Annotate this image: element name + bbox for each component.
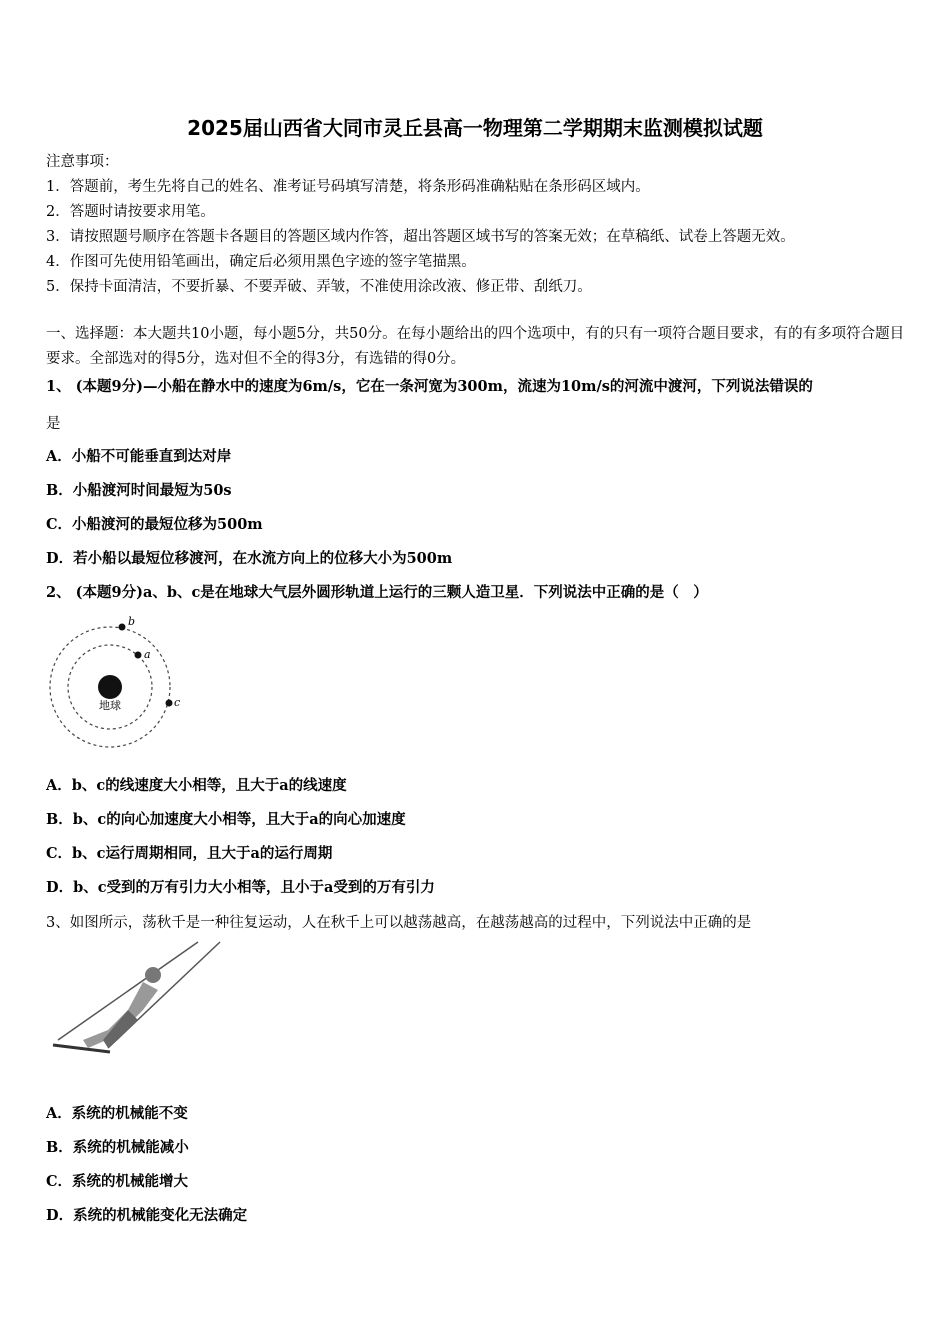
satellite-c-label: c: [174, 696, 181, 709]
q1-stem: 1、 (本题9分)—小船在静水中的速度为6m/s，它在一条河宽为300m，流速为10m/s的河流中渡河，下列说法错误的: [46, 378, 813, 395]
q3-option-c: C．系统的机械能增大: [46, 1173, 189, 1190]
satellite-a-icon: [135, 652, 142, 659]
q2-option-a: A．b、c的线速度大小相等，且大于a的线速度: [46, 777, 347, 794]
note-item: 5．保持卡面清洁，不要折暴、不要弄破、弄皱，不准使用涂改液、修正带、刮纸刀。: [46, 279, 592, 295]
note-item: 2．答题时请按要求用笔。: [46, 204, 215, 220]
q2-option-c: C．b、c运行周期相同，且大于a的运行周期: [46, 845, 333, 862]
q2-stem: 2、 (本题9分)a、b、c是在地球大气层外圆形轨道上运行的三颗人造卫星．下列说法中正确的是（ ）: [46, 584, 708, 601]
earth-icon: [98, 675, 122, 699]
notes-heading: 注意事项：: [46, 154, 119, 170]
satellite-c-icon: [166, 700, 173, 707]
q2-option-d: D．b、c受到的万有引力大小相等，且小于a受到的万有引力: [46, 879, 435, 896]
q3-option-b: B．系统的机械能减小: [46, 1139, 189, 1156]
q3-option-d: D．系统的机械能变化无法确定: [46, 1207, 248, 1224]
section-instructions: 一、选择题：本大题共10小题，每小题5分，共50分。在每小题给出的四个选项中，有的只有一项符合题目要求，有的有多项符合题目要求。全部选对的得5分，选对但不全的得3分，有选错的得0分。: [46, 326, 905, 367]
note-item: 3．请按照题号顺序在答题卡各题目的答题区域内作答，超出答题区域书写的答案无效；在草稿纸、试卷上答题无效。: [46, 229, 795, 245]
satellite-a-label: a: [144, 648, 151, 661]
note-item: 1．答题前，考生先将自己的姓名、准考证号码填写清楚，将条形码准确粘贴在条形码区域内。: [46, 179, 650, 195]
q1-option-b: B．小船渡河时间最短为50s: [46, 482, 232, 499]
q1-option-a: A．小船不可能垂直到达对岸: [46, 448, 232, 465]
child-head-icon: [145, 967, 161, 983]
q2-option-b: B．b、c的向心加速度大小相等，且大于a的向心加速度: [46, 811, 406, 828]
satellite-b-label: b: [128, 615, 136, 628]
page-title: 2025届山西省大同市灵丘县高一物理第二学期期末监测模拟试题: [187, 116, 763, 140]
q1-stem-cont: 是: [46, 416, 61, 432]
q3-option-a: A．系统的机械能不变: [46, 1105, 188, 1122]
swing-figure: [48, 940, 228, 1065]
note-item: 4．作图可先使用铅笔画出，确定后必须用黑色字迹的签字笔描黑。: [46, 254, 476, 270]
q3-stem: 3、如图所示，荡秋千是一种往复运动，人在秋千上可以越荡越高，在越荡越高的过程中，下列说法中正确的是: [46, 915, 752, 931]
satellite-b-icon: [119, 624, 126, 631]
earth-label: 地球: [99, 699, 121, 712]
q1-option-c: C．小船渡河的最短位移为500m: [46, 516, 263, 533]
q1-option-d: D．若小船以最短位移渡河，在水流方向上的位移大小为500m: [46, 550, 453, 567]
satellite-orbit-figure: [48, 612, 188, 752]
